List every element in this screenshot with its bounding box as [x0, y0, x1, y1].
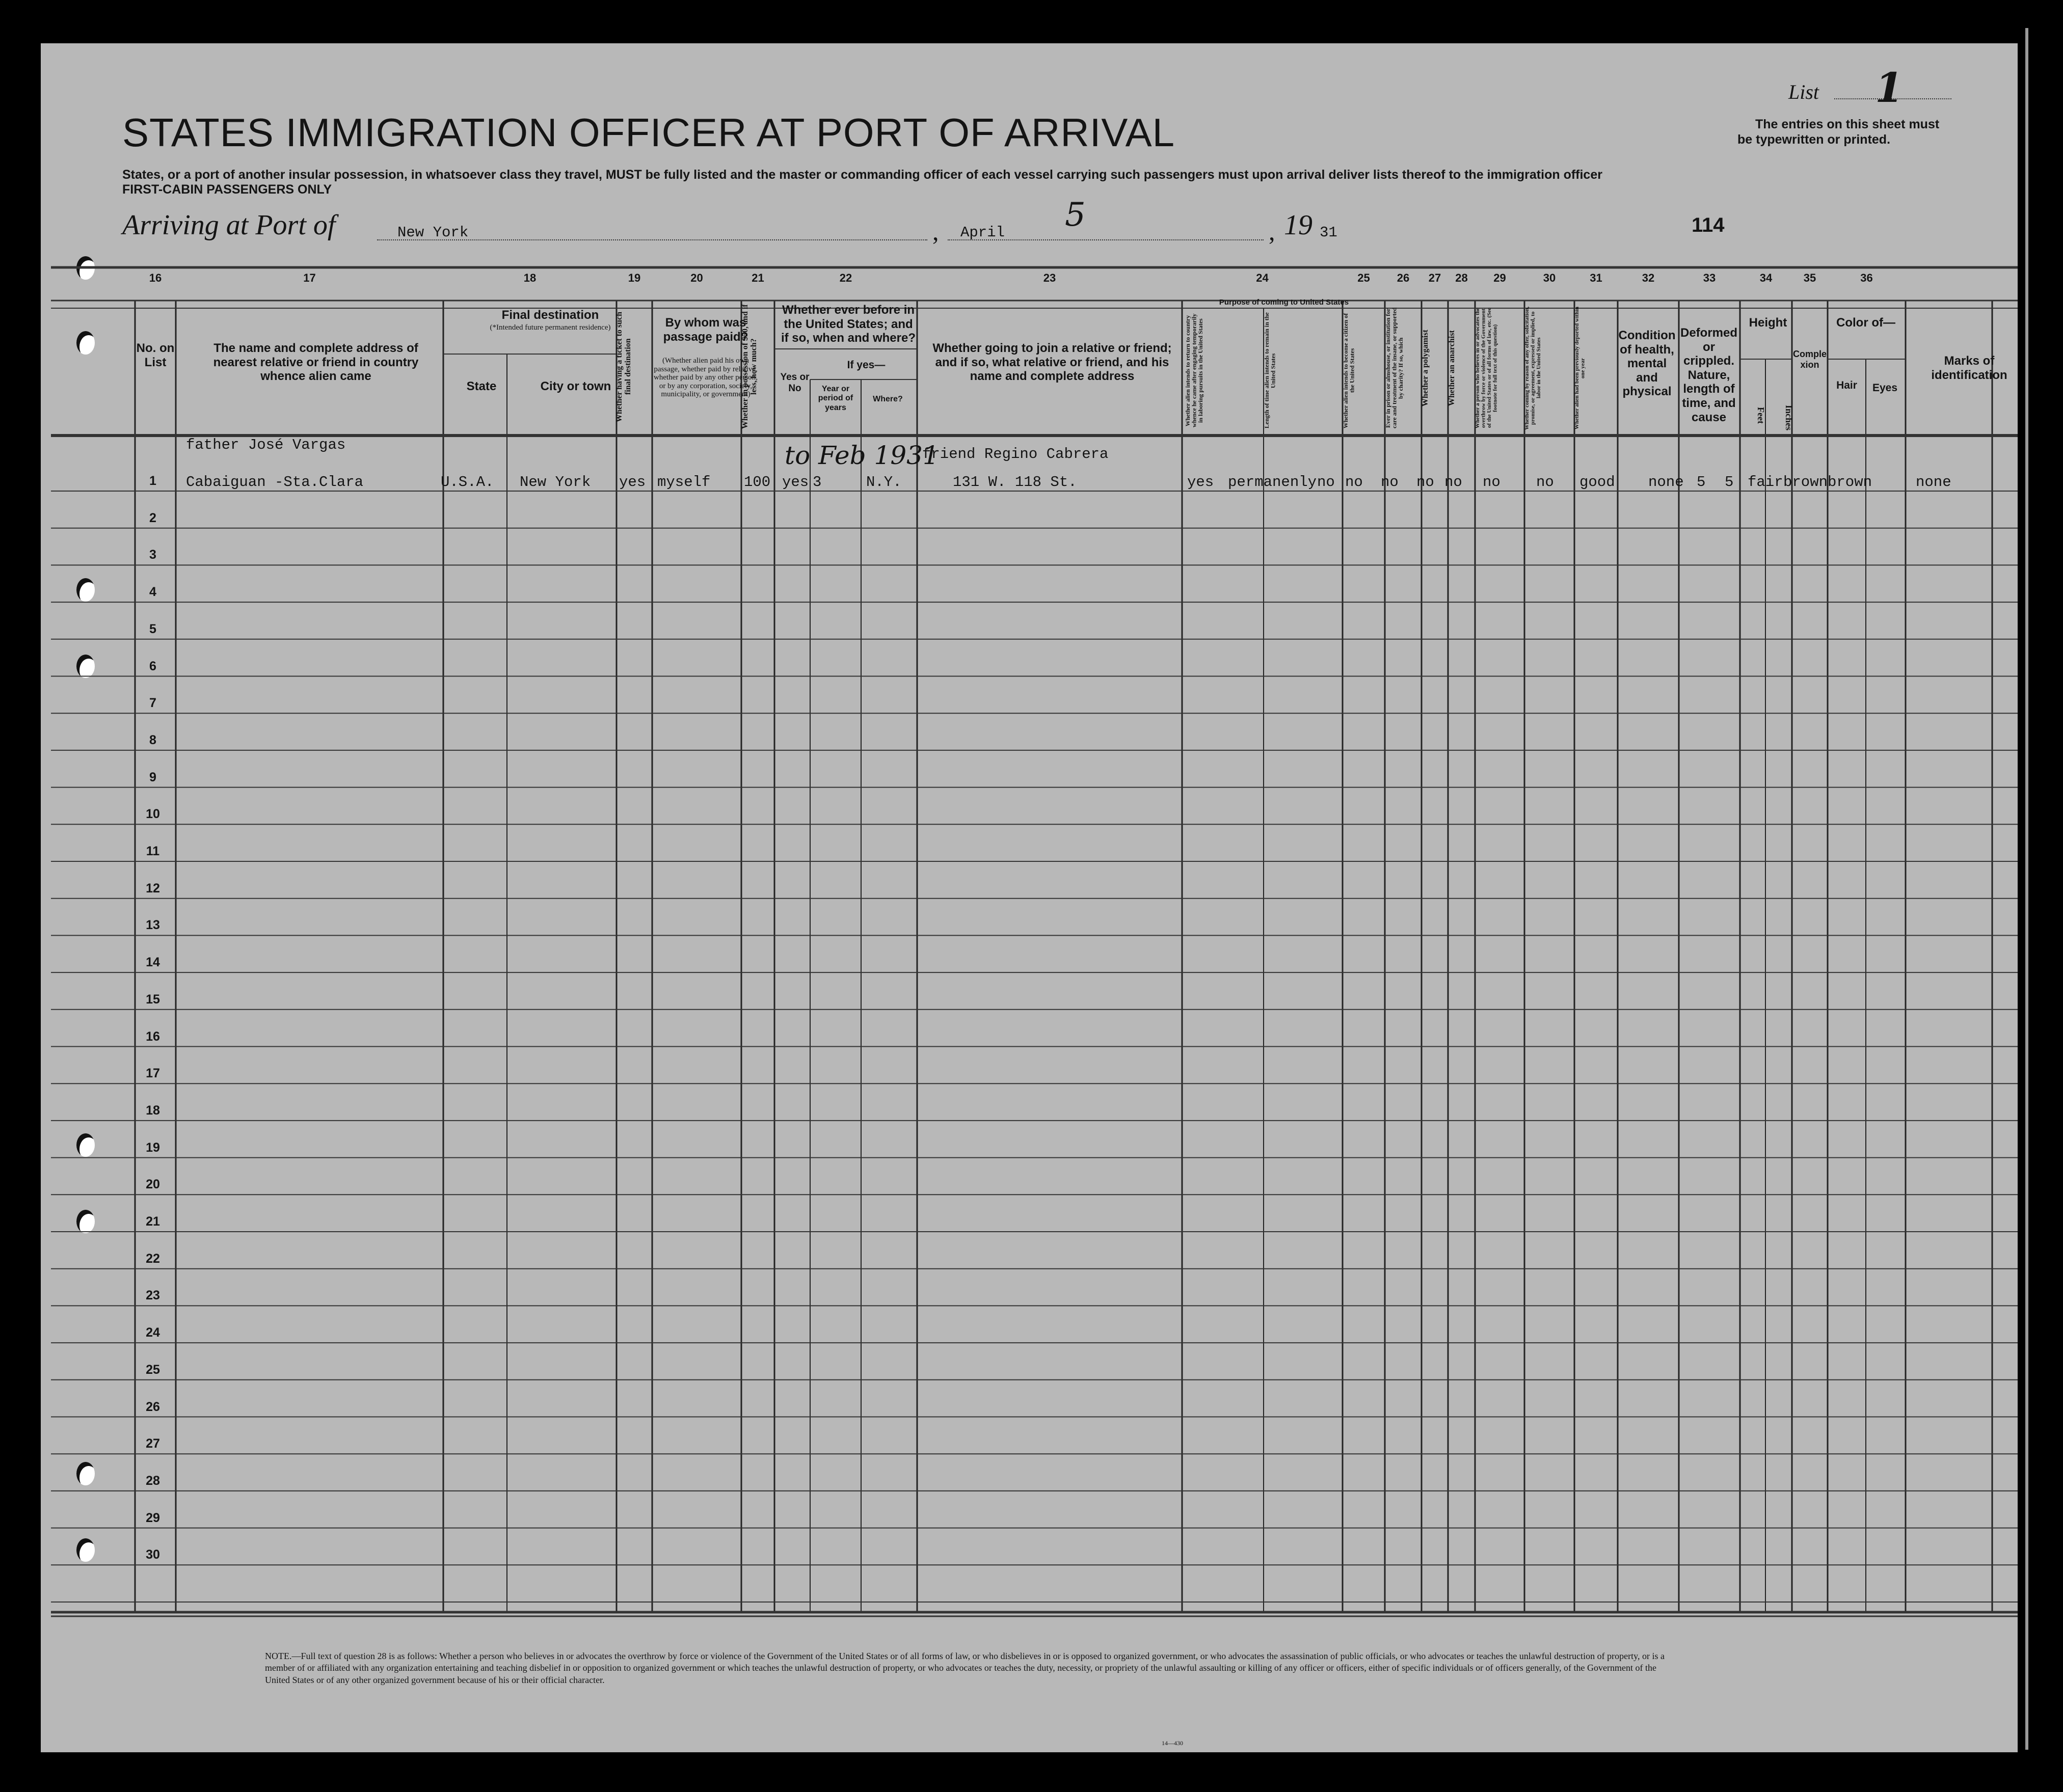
entry-period: 3 [813, 474, 822, 491]
row-number: 27 [146, 1436, 160, 1451]
row-number: 14 [146, 955, 160, 970]
row-number: 8 [149, 732, 156, 747]
column-number: 20 [690, 271, 703, 284]
header-passage-paid-sub: (Whether alien paid his own passage, whether paid by relative, whether paid by any other person, or by any corporation, society, municipality, or government) [653, 357, 758, 398]
row-number: 23 [146, 1288, 160, 1303]
row-number: 16 [146, 1029, 160, 1044]
column-number: 18 [523, 271, 537, 284]
header-labor-offer: Whether coming by reason of any offer, solicitation, promise, or agreement, expressed or implied, to labor in the United States [1524, 306, 1542, 430]
comma: , [932, 217, 939, 246]
row-number: 12 [146, 881, 160, 895]
header-complexion: Complexion [1792, 349, 1827, 370]
header-inches: Inches [1784, 404, 1794, 430]
header-deported: Whether alien had been previously deported within one year [1574, 307, 1586, 430]
header-where: Where? [873, 395, 903, 403]
column-number: 26 [1397, 271, 1410, 284]
header-final-destination: Final destination [501, 308, 599, 322]
port-value: New York [397, 224, 469, 241]
entry-length-stay: permanenly [1228, 474, 1317, 491]
entry-complexion: fair [1748, 474, 1783, 491]
entry-before: yes [782, 474, 809, 491]
header-if-yes: If yes— [847, 359, 886, 371]
instruction-right-1: The entries on this sheet must [1755, 117, 1940, 131]
join-line-2: 131 W. 118 St. [953, 474, 1077, 491]
row-number: 20 [146, 1177, 160, 1192]
handwritten-annotation: to Feb 1931 [785, 441, 939, 470]
header-deformed: Deformed or crippled. Nature, length of time, and cause [1680, 326, 1738, 424]
header-hair: Hair [1836, 379, 1857, 391]
year-suffix: 31 [1320, 224, 1337, 241]
page-title: STATES IMMIGRATION OFFICER AT PORT OF ARRIVAL [122, 110, 1175, 155]
header-purpose: Purpose of coming to United States [1219, 298, 1349, 307]
row-number: 30 [146, 1547, 160, 1562]
column-number: 23 [1043, 271, 1056, 284]
entry-deported: no [1536, 474, 1554, 491]
column-number: 29 [1493, 271, 1506, 284]
header-length-stay: Length of time alien intends to remain in the United States [1263, 312, 1277, 429]
header-polygamist: Whether a polygamist [1421, 330, 1430, 406]
header-join-relative: Whether going to join a relative or friend; and if so, what relative or friend, and his name and complete address [932, 341, 1172, 384]
entry-overthrow: no [1444, 474, 1462, 491]
join-line-1: friend Regino Cabrera [922, 446, 1109, 463]
footnote-question-28: NOTE.—Full text of question 28 is as follows: Whether a person who believes in or advocates the overthrow by force or violence of the Government of the United States or of all forms of law, or who disbelieves in or is opposed to organized government, or who advocates the assassination of public officials, or who advocates or teaches the unlawful destruction of property, or is a member of or affiliated with any organization entertaining and teaching disbelief in or opposition to organized government or which teaches the unlawful destruction of property, or who advocates or teaches the duty, necessity, or propriety of the unlawful assaulting or killing of any officer or officers, either of specific individuals or of officers generally, of the Government of the United States or of any other organized government because of his or their official character. [265, 1651, 1665, 1685]
row-number: 24 [146, 1325, 160, 1340]
row-number: 11 [146, 844, 160, 858]
header-relative-address: The name and complete address of nearest relative or friend in country whence alien came [213, 341, 419, 384]
header-height: Height [1749, 316, 1787, 330]
header-final-destination-sub: (*Intended future permanent residence) [490, 323, 611, 332]
column-number: 32 [1642, 271, 1655, 284]
column-number: 28 [1455, 271, 1468, 284]
column-number: 36 [1860, 271, 1873, 284]
entry-deformed: none [1648, 474, 1684, 491]
instruction-right-2: be typewritten or printed. [1737, 132, 1891, 147]
entry-citizen: no [1317, 474, 1335, 491]
row-number: 9 [149, 770, 156, 784]
row-number: 4 [149, 585, 156, 600]
entry-where: N.Y. [866, 474, 902, 491]
column-number: 24 [1256, 271, 1269, 284]
header-state: State [466, 379, 497, 393]
header-eyes: Eyes [1872, 382, 1898, 394]
row-number: 26 [146, 1399, 160, 1414]
header-city: City or town [540, 379, 611, 393]
row-number: 5 [149, 621, 156, 636]
header-anarchist: Whether an anarchist [1448, 330, 1456, 406]
entry-health: good [1579, 474, 1615, 491]
column-number: 33 [1703, 271, 1716, 284]
header-money: Whether in possession of $50, and if less, how much? [741, 304, 758, 429]
row-number: 28 [146, 1473, 160, 1488]
entry-eyes: brown [1828, 474, 1872, 491]
row-number: 7 [149, 696, 156, 711]
header-passage-paid: By whom was passage paid? [663, 316, 748, 344]
row-number: 3 [149, 548, 156, 562]
month-value: April [960, 224, 1005, 241]
page-number: 114 [1692, 214, 1725, 236]
header-prison: Ever in prison or almshouse, or institution for care and treatment of the insane, or supported by charity? If so, which [1384, 307, 1405, 429]
column-number: 17 [303, 271, 316, 284]
relative-line-2: Cabaiguan -Sta.Clara [186, 474, 364, 491]
entry-polygamist: no [1381, 474, 1399, 491]
entry-purpose-return: yes [1187, 474, 1214, 491]
row-number: 18 [146, 1103, 160, 1118]
column-number: 21 [752, 271, 764, 284]
row-number: 13 [146, 918, 160, 933]
entry-inches: 5 [1725, 474, 1734, 491]
row-number: 25 [146, 1362, 160, 1377]
row-number: 22 [146, 1251, 160, 1266]
row-number: 21 [146, 1214, 160, 1229]
entry-marks: none [1916, 474, 1951, 491]
header-overthrow: Whether a person who believes in or advocates the overthrow by force or violence of the Government of the United States or of all forms of law, etc. (See footnote for full text of this question) [1475, 308, 1498, 428]
day-value: 5 [1065, 196, 1086, 234]
header-before-in-us: Whether ever before in the United States; and if so, when and where? [781, 303, 916, 345]
row-number: 15 [146, 992, 160, 1007]
column-number: 16 [149, 271, 162, 284]
header-feet: Feet [1756, 406, 1766, 424]
row-number: 17 [146, 1066, 160, 1081]
list-number: 1 [1875, 64, 1904, 112]
entry-ticket: yes [619, 474, 646, 491]
comma: , [1269, 217, 1275, 246]
header-marks: Marks of identification [1931, 354, 2007, 382]
header-citizen: Whether alien intends to become a citizen of the United States [1342, 313, 1356, 428]
entry-labor-offer: no [1483, 474, 1501, 491]
entry-feet: 5 [1697, 474, 1706, 491]
header-color-of: Color of— [1836, 316, 1895, 330]
column-number: 27 [1428, 271, 1441, 284]
entry-money: 100 [744, 474, 771, 491]
row-number: 10 [146, 807, 160, 822]
first-cabin-label: FIRST-CABIN PASSENGERS ONLY [122, 182, 332, 197]
row-number: 29 [146, 1510, 160, 1525]
header-yes-no: Yes or No [780, 372, 810, 394]
header-year-period: Year or period of years [818, 385, 853, 412]
entry-state: U.S.A. [441, 474, 494, 491]
header-health: Condition of health, mental and physical [1618, 329, 1676, 399]
year-prefix: 19 [1284, 209, 1312, 241]
entry-anarchist: no [1416, 474, 1434, 491]
column-number: 35 [1803, 271, 1816, 284]
subtitle: States, or a port of another insular possession, in whatsoever class they travel, MUST be fully listed and the master or commanding officer of each vessel carrying such passengers must upon arrival deliver lists thereof to the immigration officer [122, 168, 1602, 182]
row-number: 19 [146, 1140, 160, 1155]
column-number: 19 [628, 271, 641, 284]
list-label: List [1788, 80, 1819, 103]
column-number: 30 [1543, 271, 1556, 284]
table-grid [41, 43, 2018, 1752]
relative-line-1: father José Vargas [186, 437, 346, 453]
row-number: 2 [149, 510, 156, 525]
form-number: 14—430 [1162, 1740, 1183, 1747]
header-no-on-list: No. on List [136, 341, 175, 369]
arriving-label: Arriving at Port of [122, 209, 336, 241]
entry-city: New York [520, 474, 591, 491]
entry-passage-paid: myself [657, 474, 711, 491]
row-number: 6 [149, 659, 156, 673]
entry-hair: brown [1783, 474, 1828, 491]
row-number: 1 [149, 474, 156, 488]
header-purpose-return: Whether alien intends to return to country whence he came after engaging temporarily in laboring pursuits in the United States [1184, 313, 1204, 428]
manifest-sheet [41, 43, 2018, 1752]
column-number: 31 [1590, 271, 1602, 284]
column-number: 34 [1759, 271, 1773, 284]
header-ticket: Whether having a ticket to such final destination [615, 311, 632, 422]
column-number: 25 [1357, 271, 1370, 284]
entry-prison: no [1345, 474, 1363, 491]
column-number: 22 [839, 271, 852, 284]
